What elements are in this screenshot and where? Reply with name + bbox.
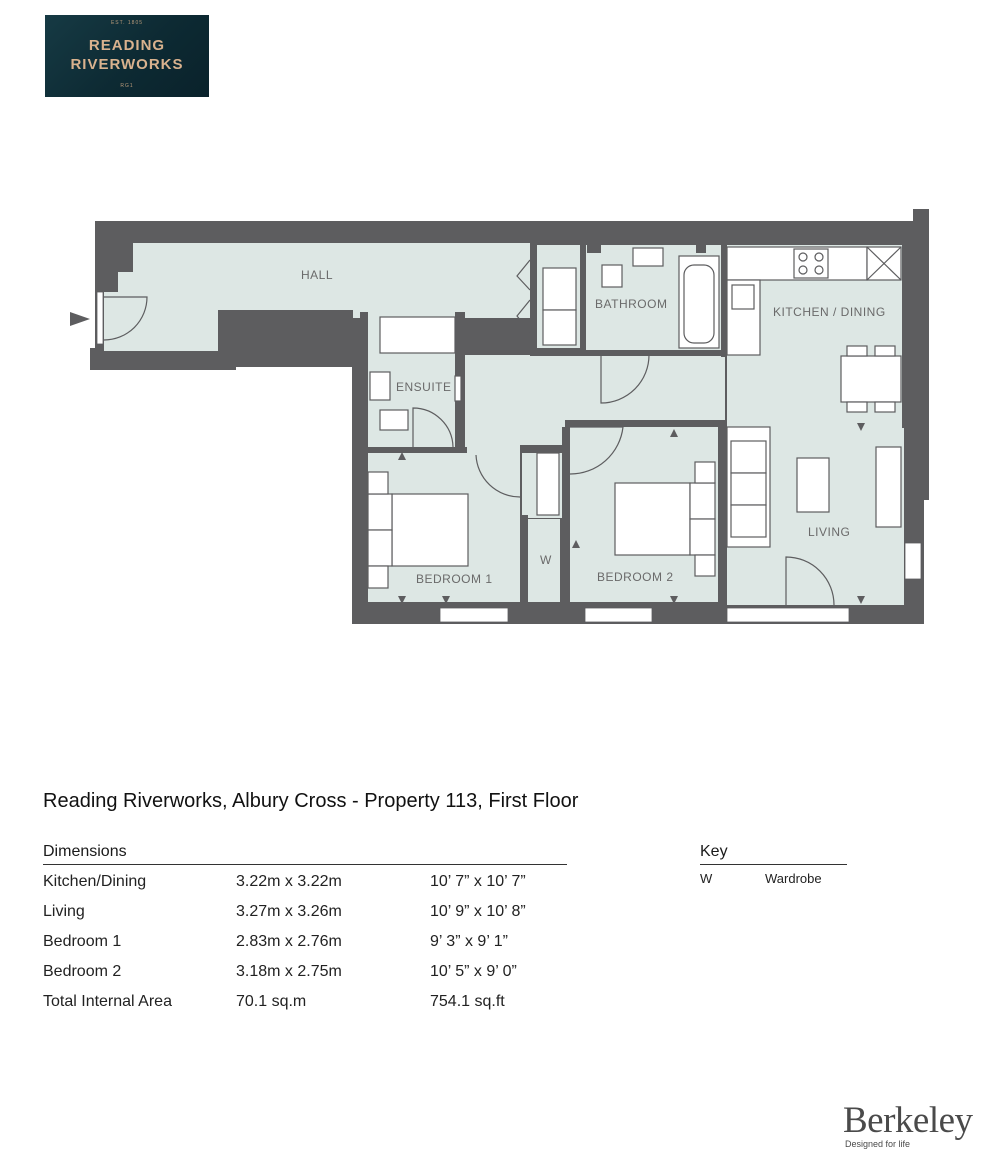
room-label-hall: HALL [301,268,334,282]
floor-ensuite [368,355,455,447]
table-row [43,895,567,925]
room-metric: 3.18m x 2.75m [236,963,342,980]
table-row [43,925,567,955]
room-metric: 70.1 sq.m [236,993,307,1010]
room-name: Kitchen/Dining [43,873,147,890]
room-metric: 3.27m x 3.26m [236,903,342,920]
room-imperial: 10’ 9” x 10’ 8” [430,903,526,920]
room-metric: 2.83m x 2.76m [236,933,342,950]
dimensions-table [43,843,567,1015]
property-title: Reading Riverworks, Albury Cross - Property 113, First Floor [43,790,579,812]
berkeley-logo [843,1100,973,1149]
entrance-arrow [70,312,90,326]
logo-est: EST. 1805 [110,20,144,26]
floor-areas [104,243,904,605]
room-imperial: 754.1 sq.ft [430,993,505,1010]
brand-name: Berkeley [843,1100,973,1141]
logo-line-1: READING [88,37,166,54]
room-label-ensuite: ENSUITE [396,380,452,394]
logo-region: RG1 [120,83,134,89]
room-label-living: LIVING [808,525,851,539]
key-heading: Key [700,843,847,865]
table-row [43,955,567,985]
room-label-bathroom: BATHROOM [595,297,668,311]
room-name: Bedroom 2 [43,963,122,980]
room-imperial: 9’ 3” x 9’ 1” [430,933,508,950]
room-name: Bedroom 1 [43,933,122,950]
room-label-bedroom-2: BEDROOM 2 [597,570,674,584]
room-imperial: 10’ 7” x 10’ 7” [430,873,526,890]
table-row [43,985,567,1015]
dimensions-heading: Dimensions [43,843,567,865]
room-label-bedroom-1: BEDROOM 1 [416,572,493,586]
table-row [43,865,567,895]
key-meaning: Wardrobe [765,871,822,886]
room-metric: 3.22m x 3.22m [236,873,342,890]
room-name: Living [43,903,85,920]
room-imperial: 10’ 5” x 9’ 0” [430,963,517,980]
key-symbol: W [700,871,713,886]
logo-line-2: RIVERWORKS [70,56,184,73]
room-name: Total Internal Area [43,993,172,1010]
key-legend [700,843,847,885]
key-item [700,865,847,885]
brand-tagline: Designed for life [845,1139,911,1149]
room-label-kitchen-dining: KITCHEN / DINING [773,305,886,319]
room-label-wardrobe: W [540,553,552,567]
